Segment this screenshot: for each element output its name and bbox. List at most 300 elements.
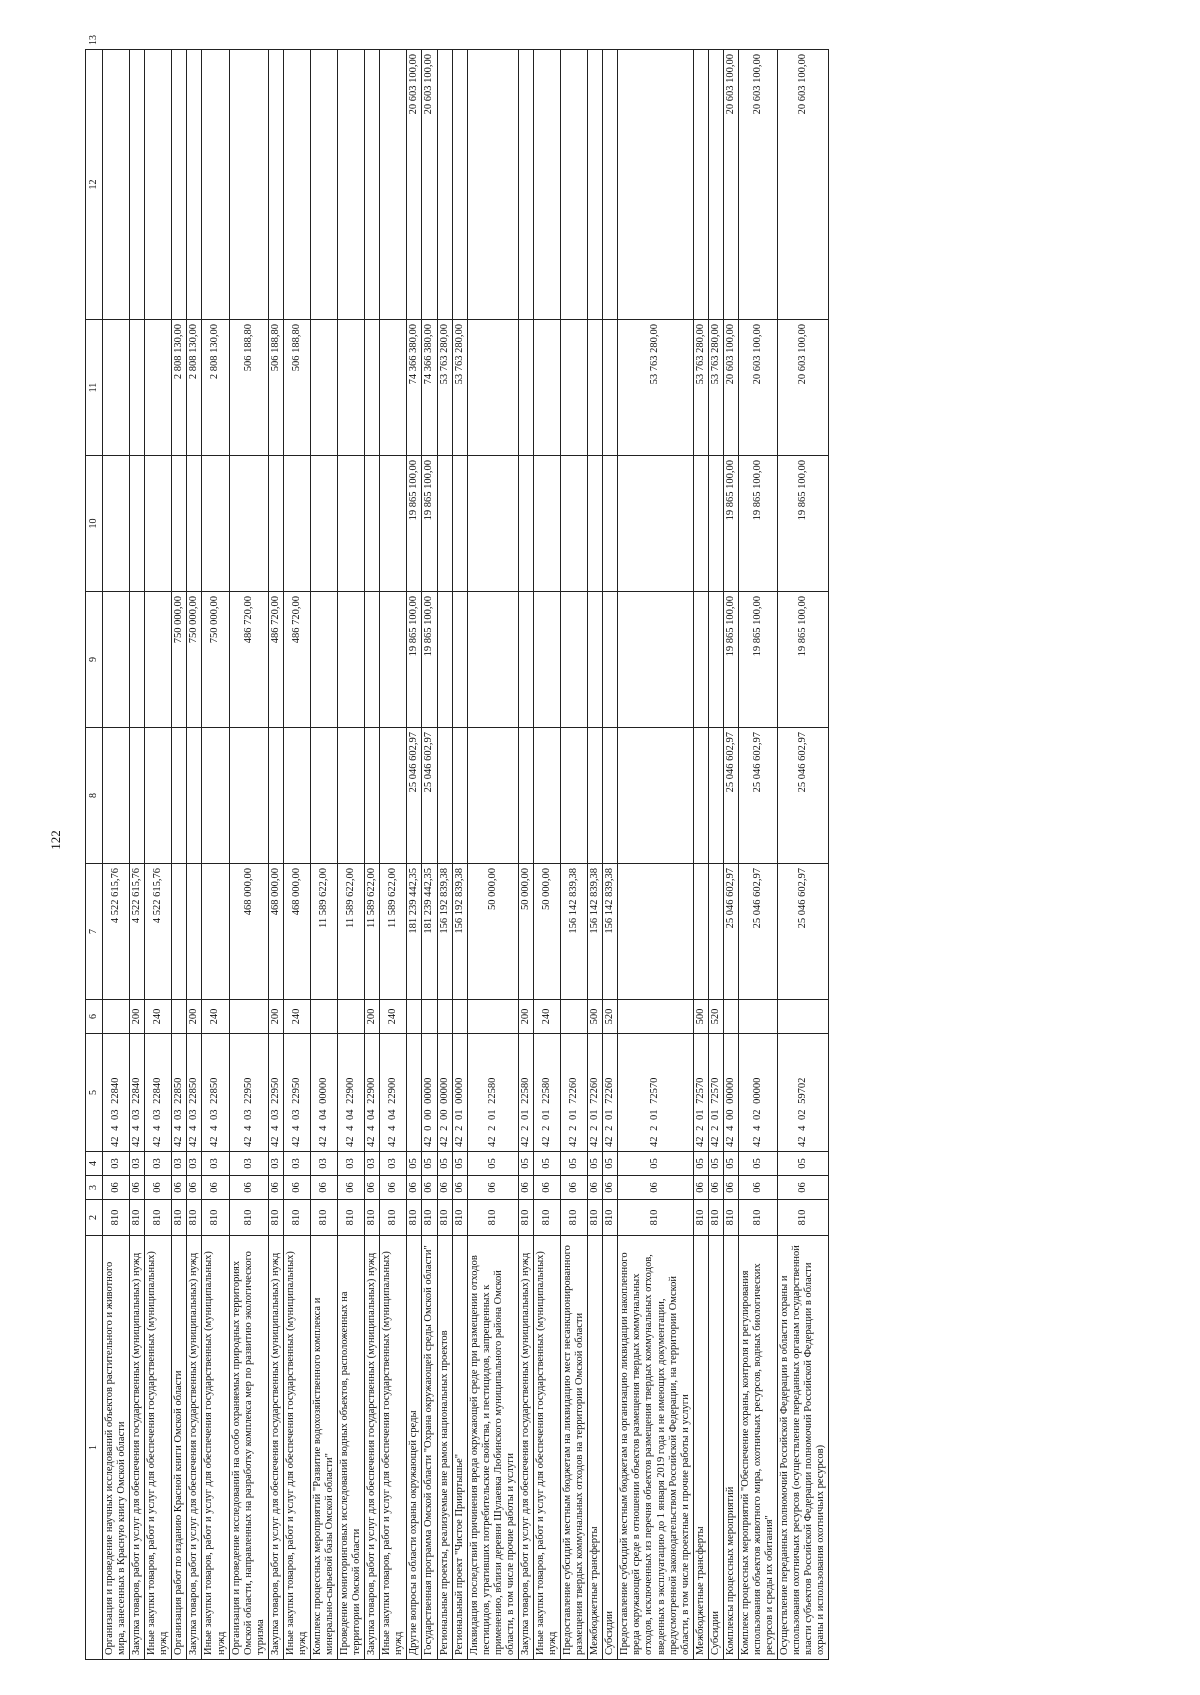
- cell-c13: 20 603 100,00: [723, 50, 738, 320]
- cell-c9: [187, 728, 202, 864]
- cell-c8: 25 046 602,97: [778, 864, 829, 1000]
- cell-c5: 05: [708, 1152, 723, 1176]
- cell-c8: 468 000,00: [283, 864, 310, 1000]
- cell-c12: 53 763 280,00: [618, 320, 693, 456]
- cell-c3: 810: [452, 1200, 467, 1236]
- cell-c11: [618, 456, 693, 592]
- cell-c10: [380, 592, 407, 728]
- cell-c13: [693, 50, 708, 320]
- cell-c9: [310, 728, 337, 864]
- cell-c9: [588, 728, 603, 864]
- cell-c4: 06: [723, 1176, 738, 1200]
- cell-c5: 05: [603, 1152, 618, 1176]
- table-row: [452, 50, 467, 1660]
- cell-c7: [407, 1000, 422, 1034]
- row-name: Закупка товаров, работ и услуг для обеспечения государственных (муниципальных) нужд: [130, 1236, 145, 1660]
- cell-c11: [518, 456, 533, 592]
- cell-c4: 06: [708, 1176, 723, 1200]
- table-row: [588, 50, 603, 1660]
- cell-c5: 05: [723, 1152, 738, 1176]
- cell-c3: 810: [533, 1200, 560, 1236]
- cell-c10: [103, 592, 130, 728]
- cell-c6: 42 4 00 00000: [723, 1034, 738, 1152]
- cell-c3: 810: [407, 1200, 422, 1236]
- cell-c12: 53 763 280,00: [452, 320, 467, 456]
- cell-c6: 42 4 04 00000: [310, 1034, 337, 1152]
- cell-c5: 05: [422, 1152, 437, 1176]
- cell-c5: 03: [172, 1152, 187, 1176]
- cell-c6: 42 4 03 22850: [172, 1034, 187, 1152]
- cell-c8: 156 142 839,38: [588, 864, 603, 1000]
- row-name: Предоставление субсидий местным бюджетам на ликвидацию мест несанкционированного размещения твердых коммунальных отходов на территории Омской области: [561, 1236, 588, 1660]
- cell-c9: [467, 728, 518, 864]
- cell-c4: 06: [365, 1176, 380, 1200]
- cell-c12: [518, 320, 533, 456]
- cell-c8: 50 000,00: [467, 864, 518, 1000]
- cell-c9: 25 046 602,97: [422, 728, 437, 864]
- cell-c4: 06: [561, 1176, 588, 1200]
- cell-c9: [130, 728, 145, 864]
- cell-c7: 200: [130, 1000, 145, 1034]
- table-row: [187, 50, 202, 1660]
- cell-c4: 06: [518, 1176, 533, 1200]
- cell-c6: 42 2 01 22580: [533, 1034, 560, 1152]
- cell-c5: 05: [467, 1152, 518, 1176]
- cell-c9: [145, 728, 172, 864]
- cell-c13: [437, 50, 452, 320]
- cell-c3: 810: [172, 1200, 187, 1236]
- cell-c6: 42 4 03 22840: [103, 1034, 130, 1152]
- cell-c13: 20 603 100,00: [738, 50, 777, 320]
- cell-c4: 06: [738, 1176, 777, 1200]
- budget-table: [85, 35, 829, 1660]
- cell-c7: [103, 1000, 130, 1034]
- cell-c8: [172, 864, 187, 1000]
- table-row: [365, 50, 380, 1660]
- cell-c7: 500: [693, 1000, 708, 1034]
- cell-c8: 468 000,00: [268, 864, 283, 1000]
- table-row: [437, 50, 452, 1660]
- cell-c8: 156 192 839,38: [452, 864, 467, 1000]
- cell-c12: [130, 320, 145, 456]
- cell-c7: 240: [533, 1000, 560, 1034]
- cell-c9: [533, 728, 560, 864]
- cell-c13: [518, 50, 533, 320]
- cell-c5: 03: [310, 1152, 337, 1176]
- cell-c9: 25 046 602,97: [407, 728, 422, 864]
- cell-c3: 810: [422, 1200, 437, 1236]
- row-name: Иные закупки товаров, работ и услуг для обеспечения государственных (муниципальных) нужд: [145, 1236, 172, 1660]
- cell-c4: 06: [422, 1176, 437, 1200]
- cell-c3: 810: [202, 1200, 229, 1236]
- cell-c9: [603, 728, 618, 864]
- cell-c13: [268, 50, 283, 320]
- row-name: Закупка товаров, работ и услуг для обеспечения государственных (муниципальных) нужд: [268, 1236, 283, 1660]
- cell-c5: 03: [187, 1152, 202, 1176]
- cell-c5: 03: [338, 1152, 365, 1176]
- cell-c10: [618, 592, 693, 728]
- col-header: 3: [86, 1176, 103, 1200]
- cell-c3: 810: [145, 1200, 172, 1236]
- cell-c12: [561, 320, 588, 456]
- cell-c12: [145, 320, 172, 456]
- cell-c13: [467, 50, 518, 320]
- cell-c13: [202, 50, 229, 320]
- row-name: Другие вопросы в области охраны окружающей среды: [407, 1236, 422, 1660]
- cell-c12: 53 763 280,00: [693, 320, 708, 456]
- cell-c5: 03: [202, 1152, 229, 1176]
- cell-c10: [708, 592, 723, 728]
- row-name: Закупка товаров, работ и услуг для обеспечения государственных (муниципальных) нужд: [518, 1236, 533, 1660]
- cell-c9: [452, 728, 467, 864]
- cell-c10: 19 865 100,00: [422, 592, 437, 728]
- cell-c10: 486 720,00: [283, 592, 310, 728]
- cell-c6: 42 2 01 22580: [467, 1034, 518, 1152]
- cell-c11: [283, 456, 310, 592]
- table-row: [202, 50, 229, 1660]
- cell-c9: 25 046 602,97: [778, 728, 829, 864]
- row-name: Иные закупки товаров, работ и услуг для обеспечения государственных (муниципальных) нужд: [380, 1236, 407, 1660]
- cell-c5: 03: [365, 1152, 380, 1176]
- cell-c6: 42 2 00 00000: [437, 1034, 452, 1152]
- cell-c7: 240: [380, 1000, 407, 1034]
- cell-c6: 42 2 01 72260: [588, 1034, 603, 1152]
- cell-c8: 11 589 622,00: [380, 864, 407, 1000]
- table-row: [380, 50, 407, 1660]
- cell-c12: [603, 320, 618, 456]
- cell-c6: 42 2 01 72260: [561, 1034, 588, 1152]
- cell-c7: 200: [268, 1000, 283, 1034]
- cell-c13: [588, 50, 603, 320]
- cell-c4: 06: [452, 1176, 467, 1200]
- cell-c7: 200: [187, 1000, 202, 1034]
- col-header: 12: [86, 50, 103, 320]
- cell-c6: 42 2 01 22580: [518, 1034, 533, 1152]
- row-name: Организация и проведение научных исследований объектов растительного и животного мира, занесенных в Красную книгу Омской области: [103, 1236, 130, 1660]
- cell-c5: 05: [618, 1152, 693, 1176]
- cell-c7: [229, 1000, 268, 1034]
- table-row: [618, 50, 693, 1660]
- cell-c11: [130, 456, 145, 592]
- cell-c6: 42 4 04 22900: [380, 1034, 407, 1152]
- col-header: 4: [86, 1152, 103, 1176]
- cell-c3: 810: [268, 1200, 283, 1236]
- cell-c8: 11 589 622,00: [310, 864, 337, 1000]
- cell-c8: 156 142 839,38: [603, 864, 618, 1000]
- cell-c11: [437, 456, 452, 592]
- row-name: Региональные проекты, реализуемые вне рамок национальных проектов: [437, 1236, 452, 1660]
- cell-c11: [380, 456, 407, 592]
- table-row: [708, 50, 723, 1660]
- cell-c9: [693, 728, 708, 864]
- cell-c10: 19 865 100,00: [723, 592, 738, 728]
- cell-c7: 240: [202, 1000, 229, 1034]
- row-name: Региональный проект "Чистое Прииртышье": [452, 1236, 467, 1660]
- cell-c11: [172, 456, 187, 592]
- cell-c10: [310, 592, 337, 728]
- cell-c8: [618, 864, 693, 1000]
- cell-c12: [365, 320, 380, 456]
- row-name: Межбюджетные трансферты: [588, 1236, 603, 1660]
- cell-c5: 05: [693, 1152, 708, 1176]
- cell-c13: [603, 50, 618, 320]
- cell-c10: [452, 592, 467, 728]
- cell-c11: [365, 456, 380, 592]
- cell-c6: 42 4 03 22850: [202, 1034, 229, 1152]
- cell-c13: 20 603 100,00: [422, 50, 437, 320]
- cell-c12: 53 763 280,00: [437, 320, 452, 456]
- row-name: Субсидии: [708, 1236, 723, 1660]
- cell-c3: 810: [738, 1200, 777, 1236]
- cell-c12: [467, 320, 518, 456]
- col-header: 7: [86, 864, 103, 1000]
- cell-c5: 03: [145, 1152, 172, 1176]
- col-header: 1: [86, 1236, 103, 1660]
- cell-c11: [310, 456, 337, 592]
- row-name: Государственная программа Омской области "Охрана окружающей среды Омской области": [422, 1236, 437, 1660]
- cell-c11: 19 865 100,00: [407, 456, 422, 592]
- cell-c13: [145, 50, 172, 320]
- cell-c6: 42 4 02 59702: [778, 1034, 829, 1152]
- cell-c4: 06: [618, 1176, 693, 1200]
- cell-c3: 810: [603, 1200, 618, 1236]
- cell-c6: 42 4 03 22950: [229, 1034, 268, 1152]
- cell-c3: 810: [229, 1200, 268, 1236]
- cell-c7: 520: [603, 1000, 618, 1034]
- cell-c10: [533, 592, 560, 728]
- cell-c10: [693, 592, 708, 728]
- table-row: [518, 50, 533, 1660]
- cell-c9: 25 046 602,97: [723, 728, 738, 864]
- cell-c8: 181 239 442,35: [422, 864, 437, 1000]
- cell-c12: [310, 320, 337, 456]
- cell-c8: 4 522 615,76: [145, 864, 172, 1000]
- cell-c11: [229, 456, 268, 592]
- cell-c9: [268, 728, 283, 864]
- cell-c13: [187, 50, 202, 320]
- cell-c11: [693, 456, 708, 592]
- cell-c8: 50 000,00: [533, 864, 560, 1000]
- cell-c9: [618, 728, 693, 864]
- cell-c13: [708, 50, 723, 320]
- cell-c3: 810: [437, 1200, 452, 1236]
- cell-c8: 11 589 622,00: [365, 864, 380, 1000]
- cell-c8: [187, 864, 202, 1000]
- cell-c4: 06: [407, 1176, 422, 1200]
- cell-c13: [310, 50, 337, 320]
- cell-c4: 06: [130, 1176, 145, 1200]
- cell-c10: [145, 592, 172, 728]
- cell-c4: 06: [310, 1176, 337, 1200]
- cell-c3: 810: [618, 1200, 693, 1236]
- cell-c13: [229, 50, 268, 320]
- table-row: [467, 50, 518, 1660]
- cell-c3: 810: [518, 1200, 533, 1236]
- row-name: Осуществление переданных полномочий Российской Федерации в области охраны и использования охотничьих ресурсов (осуществление переданных органам государственной власти субъектов Российской Федерации полномочий Российской Федерации в области охраны и использования охотничьих ресурсов): [778, 1236, 829, 1660]
- cell-c11: [467, 456, 518, 592]
- cell-c5: 03: [283, 1152, 310, 1176]
- cell-c11: [202, 456, 229, 592]
- cell-c3: 810: [588, 1200, 603, 1236]
- cell-c8: 156 192 839,38: [437, 864, 452, 1000]
- cell-c11: 19 865 100,00: [778, 456, 829, 592]
- cell-c12: 506 188,80: [283, 320, 310, 456]
- table-row: [310, 50, 337, 1660]
- cell-c5: 05: [437, 1152, 452, 1176]
- cell-c11: [187, 456, 202, 592]
- cell-c8: 4 522 615,76: [130, 864, 145, 1000]
- cell-c10: [603, 592, 618, 728]
- cell-c8: [693, 864, 708, 1000]
- cell-c4: 06: [103, 1176, 130, 1200]
- cell-c4: 06: [338, 1176, 365, 1200]
- cell-c4: 06: [187, 1176, 202, 1200]
- cell-c3: 810: [310, 1200, 337, 1236]
- cell-c7: [738, 1000, 777, 1034]
- table-row: [723, 50, 738, 1660]
- cell-c7: 240: [283, 1000, 310, 1034]
- cell-c12: [380, 320, 407, 456]
- cell-c7: [452, 1000, 467, 1034]
- cell-c5: 05: [738, 1152, 777, 1176]
- table-row: [283, 50, 310, 1660]
- cell-c8: 4 522 615,76: [103, 864, 130, 1000]
- cell-c7: [172, 1000, 187, 1034]
- cell-c13: [533, 50, 560, 320]
- cell-c6: 42 0 00 00000: [422, 1034, 437, 1152]
- cell-c4: 06: [283, 1176, 310, 1200]
- header-row: 1 2 3 4 5 6 7 8 9 10 11 12 13: [86, 50, 103, 1660]
- cell-c5: 05: [778, 1152, 829, 1176]
- table-row: [422, 50, 437, 1660]
- cell-c10: [467, 592, 518, 728]
- col-header: 8: [86, 728, 103, 864]
- cell-c6: 42 2 01 72570: [618, 1034, 693, 1152]
- cell-c9: [103, 728, 130, 864]
- cell-c5: 03: [130, 1152, 145, 1176]
- cell-c9: [202, 728, 229, 864]
- cell-c6: 42 4 03 22950: [283, 1034, 310, 1152]
- cell-c3: 810: [187, 1200, 202, 1236]
- cell-c10: [437, 592, 452, 728]
- cell-c4: 06: [268, 1176, 283, 1200]
- cell-c4: 06: [202, 1176, 229, 1200]
- cell-c11: [603, 456, 618, 592]
- col-header: 9: [86, 592, 103, 728]
- cell-c5: 03: [380, 1152, 407, 1176]
- cell-c10: [130, 592, 145, 728]
- cell-c8: 25 046 602,97: [738, 864, 777, 1000]
- cell-c3: 810: [467, 1200, 518, 1236]
- cell-c10: [561, 592, 588, 728]
- table-row: [693, 50, 708, 1660]
- cell-c12: [533, 320, 560, 456]
- row-name: Организация и проведение исследований на особо охраняемых природных территориях Омской области, направленных на разработку комплекса мер по развитию экологического туризма: [229, 1236, 268, 1660]
- cell-c3: 810: [693, 1200, 708, 1236]
- cell-c11: 19 865 100,00: [738, 456, 777, 592]
- cell-c4: 06: [145, 1176, 172, 1200]
- cell-c11: [145, 456, 172, 592]
- cell-c4: 06: [229, 1176, 268, 1200]
- cell-c11: [452, 456, 467, 592]
- cell-c11: [708, 456, 723, 592]
- cell-c7: [467, 1000, 518, 1034]
- cell-c12: 506 188,80: [268, 320, 283, 456]
- cell-c3: 810: [380, 1200, 407, 1236]
- cell-c8: 50 000,00: [518, 864, 533, 1000]
- cell-c3: 810: [338, 1200, 365, 1236]
- cell-c10: 750 000,00: [172, 592, 187, 728]
- table-row: [145, 50, 172, 1660]
- cell-c11: [588, 456, 603, 592]
- col-header: 6: [86, 1000, 103, 1034]
- cell-c11: [533, 456, 560, 592]
- cell-c7: [561, 1000, 588, 1034]
- cell-c10: 486 720,00: [268, 592, 283, 728]
- table-row: [172, 50, 187, 1660]
- cell-c13: [380, 50, 407, 320]
- cell-c8: 156 142 839,38: [561, 864, 588, 1000]
- cell-c7: 200: [518, 1000, 533, 1034]
- cell-c12: [103, 320, 130, 456]
- cell-c12: 20 603 100,00: [778, 320, 829, 456]
- cell-c9: [338, 728, 365, 864]
- cell-c12: [588, 320, 603, 456]
- cell-c10: [338, 592, 365, 728]
- row-name: Закупка товаров, работ и услуг для обеспечения государственных (муниципальных) нужд: [187, 1236, 202, 1660]
- table-row: [738, 50, 777, 1660]
- cell-c3: 810: [283, 1200, 310, 1236]
- cell-c7: [422, 1000, 437, 1034]
- cell-c11: 19 865 100,00: [723, 456, 738, 592]
- row-name: Иные закупки товаров, работ и услуг для обеспечения государственных (муниципальных) нужд: [533, 1236, 560, 1660]
- row-name: Субсидии: [603, 1236, 618, 1660]
- cell-c6: 42 2 01 72570: [693, 1034, 708, 1152]
- cell-c4: 06: [778, 1176, 829, 1200]
- cell-c4: 06: [533, 1176, 560, 1200]
- cell-c11: [561, 456, 588, 592]
- col-header: 11: [86, 320, 103, 456]
- cell-c11: [268, 456, 283, 592]
- rotated-document: [85, 35, 1170, 1660]
- cell-c13: [172, 50, 187, 320]
- cell-c11: [103, 456, 130, 592]
- cell-c13: [130, 50, 145, 320]
- cell-c13: [452, 50, 467, 320]
- row-name: Иные закупки товаров, работ и услуг для обеспечения государственных (муниципальных) нужд: [202, 1236, 229, 1660]
- cell-c12: 20 603 100,00: [723, 320, 738, 456]
- row-name: Комплексы процессных мероприятий: [723, 1236, 738, 1660]
- cell-c7: [310, 1000, 337, 1034]
- table-row: [268, 50, 283, 1660]
- cell-c12: 74 366 380,00: [407, 320, 422, 456]
- row-name: Организация работ по изданию Красной книги Омской области: [172, 1236, 187, 1660]
- cell-c8: [708, 864, 723, 1000]
- cell-c4: 06: [380, 1176, 407, 1200]
- table-row: [533, 50, 560, 1660]
- cell-c6: 42 4 04 22900: [365, 1034, 380, 1152]
- cell-c4: 06: [588, 1176, 603, 1200]
- cell-c9: [561, 728, 588, 864]
- cell-c11: 19 865 100,00: [422, 456, 437, 592]
- cell-c4: 06: [467, 1176, 518, 1200]
- cell-c3: 810: [723, 1200, 738, 1236]
- row-name: Ликвидация последствий причинения вреда окружающей среде при размещении отходов пестицидов, утративших потребительские свойства, и пестицидов, запрещенных к применению, вблизи деревни Шулаевка Любинского муниципального района Омской области, в том числе прочие работы и услуги: [467, 1236, 518, 1660]
- cell-c9: 25 046 602,97: [738, 728, 777, 864]
- cell-c7: 520: [708, 1000, 723, 1034]
- cell-c6: 42 4 03 22950: [268, 1034, 283, 1152]
- cell-c9: [518, 728, 533, 864]
